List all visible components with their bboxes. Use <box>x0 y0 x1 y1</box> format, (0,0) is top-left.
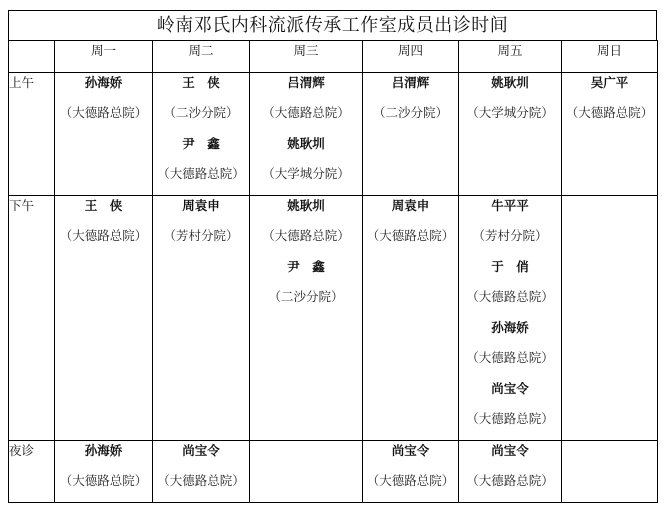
schedule-cell <box>363 73 459 196</box>
doctor-entry <box>363 196 458 257</box>
schedule-cell <box>363 441 459 503</box>
schedule-cell <box>153 441 250 503</box>
doctor-name: 尹 鑫 <box>287 259 325 274</box>
branch-name: （二沙分院） <box>163 104 239 120</box>
doctor-entry <box>153 73 249 134</box>
doctor-name: 周袁申 <box>182 198 220 213</box>
doctor-name: 姚耿圳 <box>287 136 325 151</box>
schedule-cell <box>459 73 562 196</box>
doctor-entry <box>250 257 362 318</box>
branch-name: （大德路总院） <box>466 349 554 365</box>
branch-name: （大德路总院） <box>59 472 148 488</box>
period-label: 夜诊 <box>9 441 55 503</box>
schedule-cell <box>55 73 153 196</box>
doctor-entry <box>153 196 249 257</box>
period-row <box>9 196 658 441</box>
doctor-entry <box>153 441 249 502</box>
schedule-cell <box>363 196 459 441</box>
schedule-title: 岭南邓氏内科流派传承工作室成员出诊时间 <box>8 10 657 40</box>
doctor-name: 尚宝令 <box>491 381 529 396</box>
schedule-cell <box>562 196 658 441</box>
doctor-entry <box>55 441 152 502</box>
branch-name: （二沙分院） <box>372 104 448 120</box>
doctor-entry <box>562 73 657 134</box>
day-header: 周日 <box>562 41 658 73</box>
branch-name: （大德路总院） <box>262 104 350 120</box>
doctor-name: 吕渭辉 <box>287 75 325 90</box>
schedule-cell <box>250 73 363 196</box>
doctor-entry <box>250 134 362 195</box>
period-row <box>9 441 658 503</box>
period-label: 下午 <box>9 196 55 441</box>
doctor-entry <box>153 134 249 195</box>
doctor-name: 尚宝令 <box>391 443 430 458</box>
doctor-entry <box>250 196 362 257</box>
schedule-sheet <box>8 10 657 501</box>
doctor-name: 孙海娇 <box>84 443 123 458</box>
day-header: 周三 <box>250 41 363 73</box>
doctor-name: 吴广平 <box>590 75 629 90</box>
doctor-name: 于 俏 <box>491 259 529 274</box>
doctor-entry <box>363 73 458 134</box>
period-row <box>9 73 658 196</box>
day-header: 周五 <box>459 41 562 73</box>
schedule-cell <box>250 441 363 503</box>
branch-name: （大学城分院） <box>262 165 350 181</box>
branch-name: （芳村分院） <box>163 227 239 243</box>
branch-name: （大德路总院） <box>262 227 350 243</box>
branch-name: （大德路总院） <box>157 472 245 488</box>
schedule-cell <box>153 73 250 196</box>
doctor-name: 周袁申 <box>391 198 430 213</box>
doctor-entry <box>459 441 561 502</box>
schedule-cell <box>55 441 153 503</box>
branch-name: （大德路总院） <box>366 227 455 243</box>
doctor-entry <box>459 257 561 318</box>
doctor-name: 牛平平 <box>491 198 529 213</box>
branch-name: （二沙分院） <box>268 288 344 304</box>
doctor-entry <box>459 196 561 257</box>
doctor-name: 姚耿圳 <box>287 198 325 213</box>
doctor-entry <box>250 73 362 134</box>
doctor-entry <box>459 379 561 440</box>
doctor-name: 尹 鑫 <box>182 136 220 151</box>
branch-name: （大学城分院） <box>466 104 554 120</box>
doctor-name: 吕渭辉 <box>391 75 430 90</box>
schedule-cell <box>250 196 363 441</box>
doctor-name: 王 侠 <box>84 198 123 213</box>
day-header: 周四 <box>363 41 459 73</box>
day-header: 周二 <box>153 41 250 73</box>
doctor-entry <box>459 318 561 379</box>
period-label: 上午 <box>9 73 55 196</box>
schedule-cell <box>55 196 153 441</box>
branch-name: （大德路总院） <box>59 104 148 120</box>
doctor-name: 尚宝令 <box>491 443 529 458</box>
branch-name: （芳村分院） <box>472 227 548 243</box>
doctor-entry <box>459 73 561 134</box>
day-header: 周一 <box>55 41 153 73</box>
doctor-name: 孙海娇 <box>84 75 123 90</box>
branch-name: （大德路总院） <box>59 227 148 243</box>
branch-name: （大德路总院） <box>565 104 654 120</box>
corner-cell <box>9 41 55 73</box>
branch-name: （大德路总院） <box>466 410 554 426</box>
doctor-name: 尚宝令 <box>182 443 220 458</box>
doctor-name: 姚耿圳 <box>491 75 529 90</box>
schedule-cell <box>153 196 250 441</box>
doctor-name: 王 侠 <box>182 75 220 90</box>
day-header-row <box>9 41 658 73</box>
schedule-cell <box>459 441 562 503</box>
doctor-name: 孙海娇 <box>491 320 529 335</box>
doctor-entry <box>55 73 152 134</box>
schedule-cell <box>459 196 562 441</box>
schedule-table <box>8 40 658 503</box>
branch-name: （大德路总院） <box>157 165 245 181</box>
branch-name: （大德路总院） <box>466 472 554 488</box>
branch-name: （大德路总院） <box>366 472 455 488</box>
branch-name: （大德路总院） <box>466 288 554 304</box>
schedule-cell <box>562 73 658 196</box>
doctor-entry <box>363 441 458 502</box>
schedule-cell <box>562 441 658 503</box>
doctor-entry <box>55 196 152 257</box>
